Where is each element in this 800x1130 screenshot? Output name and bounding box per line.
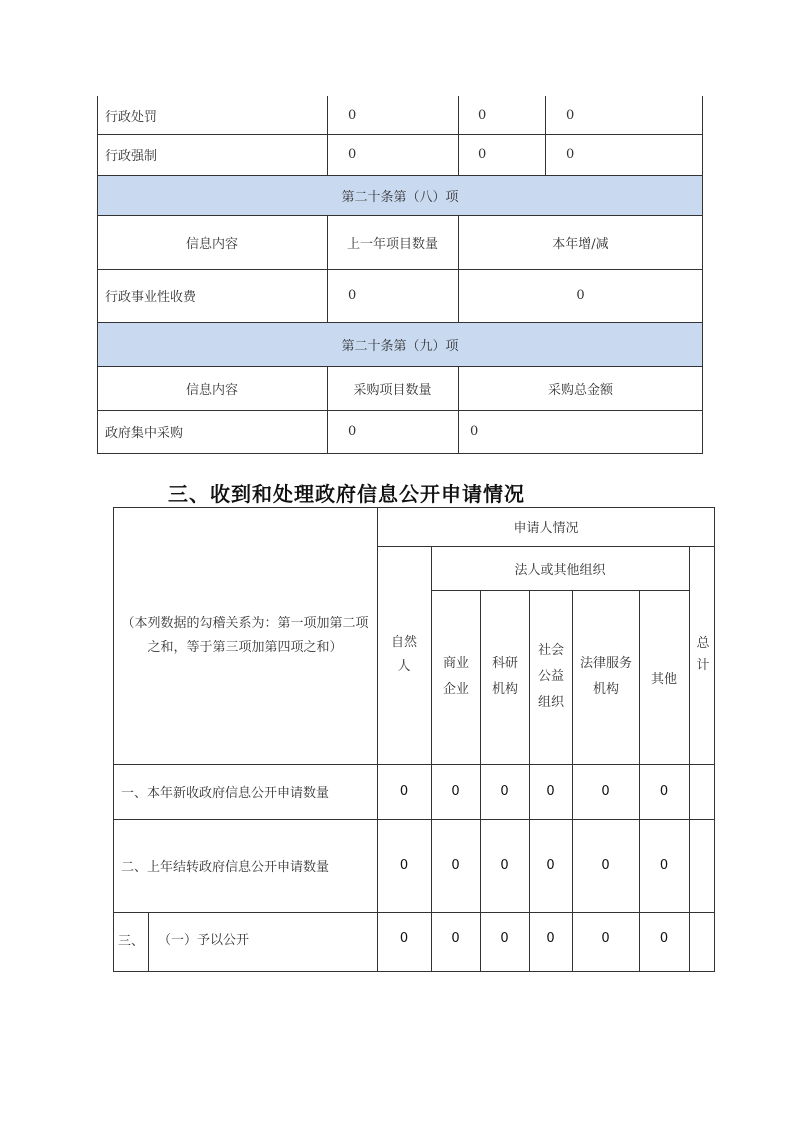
header-info-content: 信息内容 — [185, 236, 238, 252]
cell-value: 0 — [601, 930, 610, 946]
cell-value: 0 — [659, 930, 669, 946]
cell-value: 0 — [546, 784, 555, 799]
cell-value: 0 — [451, 858, 460, 873]
col-research: 科研机构 — [491, 656, 518, 697]
cell-value: 0 — [601, 858, 610, 873]
cell-value — [689, 912, 714, 964]
row-label-penalty: 行政处罚 — [105, 109, 158, 125]
col-other: 其他 — [650, 671, 677, 687]
cell-value: 0 — [399, 858, 409, 873]
cell-value: 0 — [348, 424, 357, 439]
col-social-welfare: 社会公益组织 — [537, 643, 564, 710]
cell-value: 0 — [451, 784, 460, 799]
cell-value: 0 — [566, 107, 575, 123]
cell-value — [689, 764, 714, 819]
cell-value: 0 — [500, 784, 509, 799]
cell-value: 0 — [348, 107, 357, 123]
header-prev-count: 上一年项目数量 — [346, 236, 438, 252]
cell-value: 0 — [478, 147, 487, 162]
cell-value: 0 — [399, 784, 409, 799]
row-group-label-three: 三、 — [118, 933, 145, 949]
row-label-disclosed: （一）予以公开 — [158, 932, 250, 948]
cell-value: 0 — [470, 424, 479, 439]
col-total: 总计 — [696, 636, 710, 673]
section-heading: 三、收到和处理政府信息公开申请情况 — [168, 482, 525, 506]
cell-value: 0 — [659, 858, 669, 873]
header-purchase-amount: 采购总金额 — [547, 382, 613, 398]
row-label-fees: 行政事业性收费 — [105, 290, 197, 305]
cell-value — [689, 819, 714, 912]
col-business: 商业企业 — [442, 656, 469, 697]
header-change: 本年增/减 — [552, 236, 609, 252]
note-checksum: （本列数据的勾稽关系为：第一项加第二项之和，等于第三项加第四项之和） — [121, 615, 369, 655]
cell-value: 0 — [451, 930, 460, 946]
cell-value: 0 — [399, 930, 409, 946]
row-label-procurement: 政府集中采购 — [105, 426, 184, 441]
cell-value: 0 — [546, 858, 555, 873]
cell-value: 0 — [546, 930, 555, 946]
cell-value: 0 — [601, 784, 610, 799]
header-info-content: 信息内容 — [185, 382, 238, 398]
cell-value: 0 — [348, 288, 357, 303]
col-legal-service: 法律服务机构 — [580, 656, 633, 697]
band-title-9: 第二十条第（九）项 — [341, 338, 459, 354]
cell-value: 0 — [659, 784, 669, 799]
row-label-new-requests: 一、本年新收政府信息公开申请数量 — [121, 786, 330, 801]
header-purchase-count: 采购项目数量 — [353, 382, 432, 398]
header-applicant-info: 申请人情况 — [513, 521, 579, 536]
cell-value: 0 — [348, 147, 357, 162]
cell-value: 0 — [576, 288, 585, 303]
col-natural-person: 自然人 — [390, 635, 417, 674]
cell-value: 0 — [478, 107, 487, 123]
band-title-8: 第二十条第（八）项 — [341, 189, 459, 205]
cell-value: 0 — [566, 147, 575, 162]
cell-value: 0 — [500, 930, 509, 946]
cell-value: 0 — [500, 858, 509, 873]
header-legal-entities: 法人或其他组织 — [514, 562, 606, 578]
row-label-enforcement: 行政强制 — [105, 149, 158, 164]
row-label-carryover: 二、上年结转政府信息公开申请数量 — [121, 860, 330, 875]
